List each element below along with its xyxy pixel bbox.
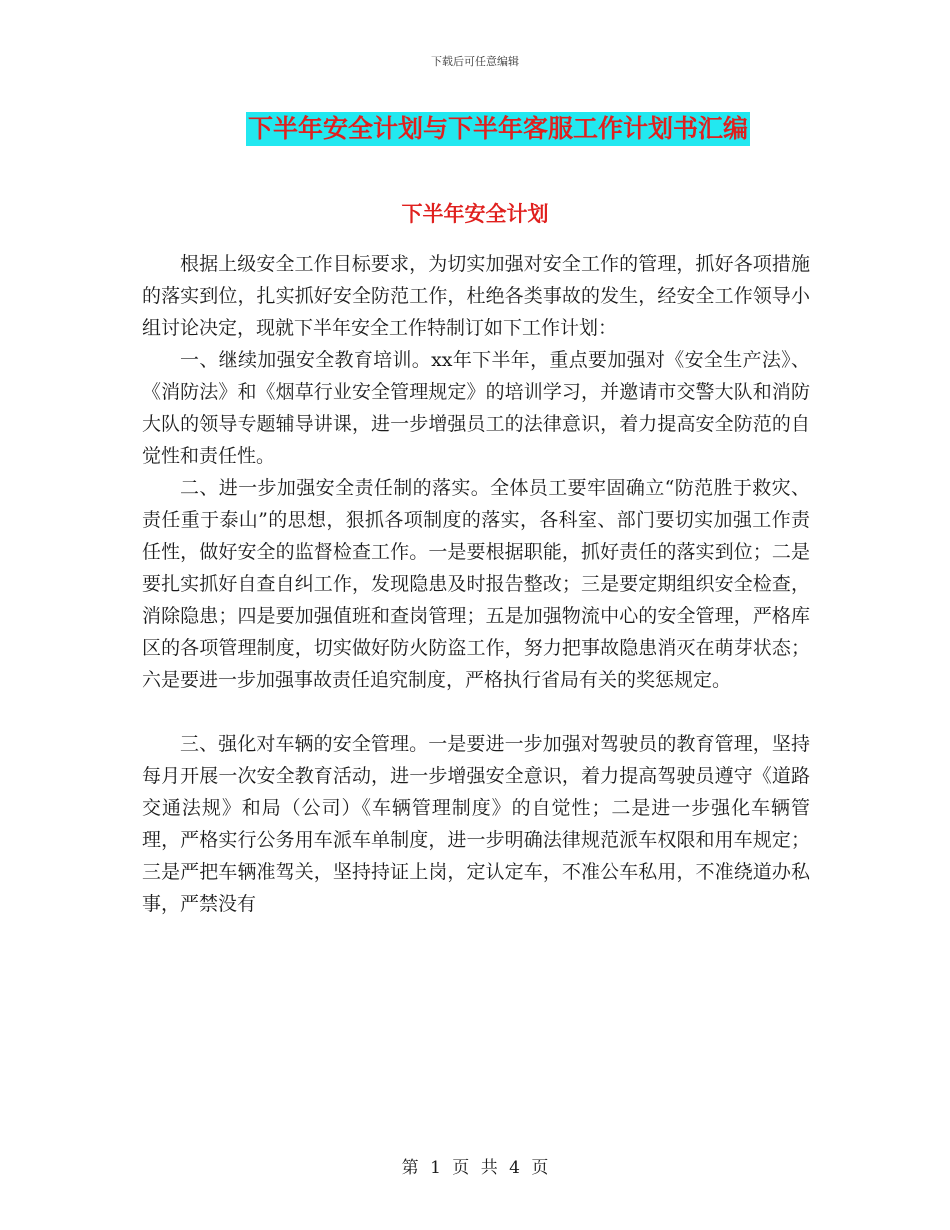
paragraph-intro: 根据上级安全工作目标要求，为切实加强对安全工作的管理，抓好各项措施的落实到位，扎实抓好安全防范工作，杜绝各类事故的发生，经安全工作领导小组讨论决定，现就下半年安全工作特制订如下工作计划：	[142, 253, 810, 339]
document-title: 下半年安全计划与下半年客服工作计划书汇编	[246, 112, 750, 146]
header-note: 下载后可任意编辑	[431, 55, 519, 68]
main-title-wrap	[0, 112, 950, 146]
section-title: 下半年安全计划	[401, 202, 549, 226]
paragraph-item-1: 一、继续加强安全教育培训。xx年下半年，重点要加强对《安全生产法》、《消防法》和《烟草行业安全管理规定》的培训学习，并邀请市交警大队和消防大队的领导专题辅导讲课，进一步增强员工的法律意识，着力提高安全防范的自觉性和责任性。	[142, 349, 810, 467]
paragraph-item-2: 二、进一步加强安全责任制的落实。全体员工要牢固确立“防范胜于救灾、责任重于泰山”的思想，狠抓各项制度的落实，各科室、部门要切实加强工作责任性，做好安全的监督检查工作。一是要根据职能，抓好责任的落实到位；二是要扎实抓好自查自纠工作，发现隐患及时报告整改；三是要定期组织安全检查，消除隐患；四是要加强值班和查岗管理；五是加强物流中心的安全管理，严格库区的各项管理制度，切实做好防火防盗工作，努力把事故隐患消灭在萌芽状态；六是要进一步加强事故责任追究制度，严格执行省局有关的奖惩规定。	[142, 477, 810, 691]
page-footer: 第 1 页 共 4 页	[401, 1158, 549, 1178]
document-body	[142, 248, 810, 920]
paragraph-item-3: 三、强化对车辆的安全管理。一是要进一步加强对驾驶员的教育管理，坚持每月开展一次安全教育活动，进一步增强安全意识，着力提高驾驶员遵守《道路交通法规》和局（公司）《车辆管理制度》的自觉性；二是进一步强化车辆管理，严格实行公务用车派车单制度，进一步明确法律规范派车权限和用车规定；三是严把车辆准驾关，坚持持证上岗，定认定车，不准公车私用，不准绕道办私事，严禁没有	[142, 733, 810, 915]
